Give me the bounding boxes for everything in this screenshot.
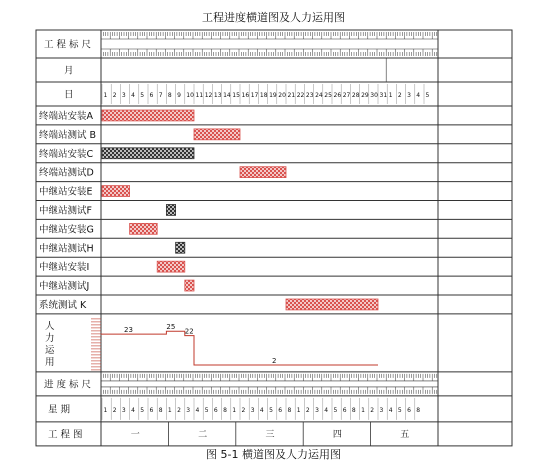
day-label: 13 [213, 92, 222, 99]
task-bar [240, 167, 286, 178]
day-label: 11 [195, 92, 204, 99]
weekday-label: 1 [361, 406, 365, 414]
task-bar [185, 280, 194, 291]
weekday-label: 4 [131, 406, 135, 414]
phase-label: 三 [265, 429, 275, 440]
task-bar [102, 148, 194, 159]
manpower-value-label: 25 [166, 323, 176, 332]
day-label: 19 [269, 92, 277, 99]
task-label-终端站安装C: 终端站安装C [39, 148, 94, 160]
manpower-chart [45, 319, 378, 370]
task-bar [102, 186, 130, 197]
figure-caption: 图 5-1 横道图及人力运用图 [206, 448, 341, 461]
day-label: 24 [315, 92, 323, 99]
day-label: 9 [177, 92, 181, 99]
manpower-value-label: 22 [184, 327, 194, 336]
day-label: 15 [232, 92, 240, 99]
task-label-中继站安装G: 中继站安装G [39, 224, 94, 236]
day-label: 5 [425, 92, 430, 99]
weekday-label: 1 [296, 406, 301, 414]
day-label: 17 [250, 92, 259, 99]
weekday-label: 4 [388, 406, 393, 414]
day-label: 2 [112, 92, 117, 99]
task-label-中继站测试J: 中继站测试J [39, 281, 90, 293]
manpower-label-char: 运 [45, 344, 55, 356]
day-label: 20 [278, 92, 286, 99]
day-label: 26 [333, 92, 342, 99]
progress-scale-label: 进 度 标 尺 [44, 379, 92, 391]
weekday-label: 5 [204, 406, 209, 414]
weekday-label: 5 [333, 406, 338, 414]
weekday-label: 1 [167, 406, 172, 414]
day-label: 23 [305, 92, 314, 99]
day-label: 4 [416, 92, 421, 99]
day-label: 4 [131, 92, 135, 99]
weekday-label: 6 [213, 406, 218, 414]
day-label: 31 [379, 92, 388, 99]
day-label: 25 [324, 92, 332, 99]
weekday-label: 1 [232, 406, 237, 414]
chart-title: 工程进度横道图及人力运用图 [202, 11, 345, 24]
day-label: 3 [121, 92, 126, 99]
day-label: 7 [158, 92, 163, 99]
weekday-label: 2 [177, 406, 181, 414]
weekday-label: 2 [305, 406, 310, 414]
task-label-终端站测试D: 终端站测试D [39, 167, 94, 179]
task-label-系统测试 K: 系统测试 K [39, 299, 87, 311]
task-bar [130, 223, 158, 234]
weekday-label: 8 [351, 406, 356, 414]
manpower-label-char: 人 [45, 320, 55, 332]
weekday-label: 4 [324, 406, 329, 414]
weekday-label: 8 [223, 406, 227, 414]
day-label: 18 [259, 92, 268, 99]
weekday-label: 6 [149, 406, 154, 414]
weekday-label: 3 [250, 406, 255, 414]
weekday-label: 3 [186, 406, 191, 414]
phase-label: 四 [332, 429, 342, 440]
month-row-label: 月 [64, 65, 74, 77]
weekday-label: 4 [259, 406, 264, 414]
manpower-line [101, 331, 378, 365]
day-row-label: 日 [64, 89, 74, 101]
weekday-label: 2 [112, 406, 117, 414]
weekday-label: 6 [278, 406, 283, 414]
day-label: 10 [186, 92, 194, 99]
weekday-label: 3 [121, 406, 126, 414]
day-label: 16 [241, 92, 250, 99]
manpower-label-char: 力 [45, 332, 55, 344]
weekday-label: 5 [397, 406, 402, 414]
phase-label: 一 [130, 429, 140, 440]
task-bar [102, 110, 194, 121]
phase-label: 二 [198, 429, 208, 440]
week-row-label: 星 期 [48, 404, 71, 416]
weekday-label: 8 [158, 406, 163, 414]
day-label: 3 [407, 92, 411, 99]
task-bar [176, 242, 185, 253]
day-label: 21 [287, 92, 296, 99]
day-label: 6 [149, 92, 154, 99]
weekday-label: 6 [407, 406, 411, 414]
day-label: 8 [167, 92, 172, 99]
day-label: 5 [140, 92, 145, 99]
weekday-label: 3 [379, 406, 384, 414]
task-label-中继站安装I: 中继站安装I [39, 262, 90, 274]
scale-label: 工 程 标 尺 [44, 39, 92, 51]
day-label: 28 [351, 92, 360, 99]
weekday-label: 8 [416, 406, 421, 414]
task-bar [286, 299, 378, 310]
day-label: 29 [361, 92, 369, 99]
weekday-label: 8 [287, 406, 292, 414]
task-bars [102, 110, 378, 310]
task-bar [157, 261, 185, 272]
manpower-label-char: 用 [45, 356, 55, 368]
weekday-label: 5 [140, 406, 145, 414]
weekday-label: 2 [370, 406, 375, 414]
day-label: 1 [103, 92, 108, 99]
task-label-中继站测试H: 中继站测试H [39, 243, 94, 255]
weekday-label: 5 [269, 406, 273, 414]
task-label-终端站测试 B: 终端站测试 B [39, 129, 97, 141]
manpower-value-label: 2 [272, 356, 277, 365]
weekday-label: 3 [315, 406, 319, 414]
weekday-label: 4 [195, 406, 200, 414]
manpower-value-label: 23 [124, 326, 133, 335]
day-label: 30 [370, 92, 378, 99]
day-label: 27 [342, 92, 351, 99]
phase-row-label: 工 程 图 [48, 429, 83, 441]
task-label-中继站测试F: 中继站测试F [39, 205, 92, 217]
phase-label: 五 [400, 429, 410, 440]
task-label-中继站安装E: 中继站安装E [39, 186, 93, 198]
weekday-label: 2 [241, 406, 246, 414]
day-label: 12 [204, 92, 213, 99]
task-bar [194, 129, 240, 140]
day-label: 22 [296, 92, 305, 99]
task-bar [166, 205, 175, 216]
day-label: 1 [388, 92, 393, 99]
day-label: 2 [397, 92, 402, 99]
weekday-label: 6 [342, 406, 347, 414]
task-label-终端站安装A: 终端站安装A [39, 110, 93, 122]
day-label: 14 [223, 92, 231, 99]
weekday-label: 1 [103, 406, 108, 414]
scale-ticks [101, 32, 438, 414]
